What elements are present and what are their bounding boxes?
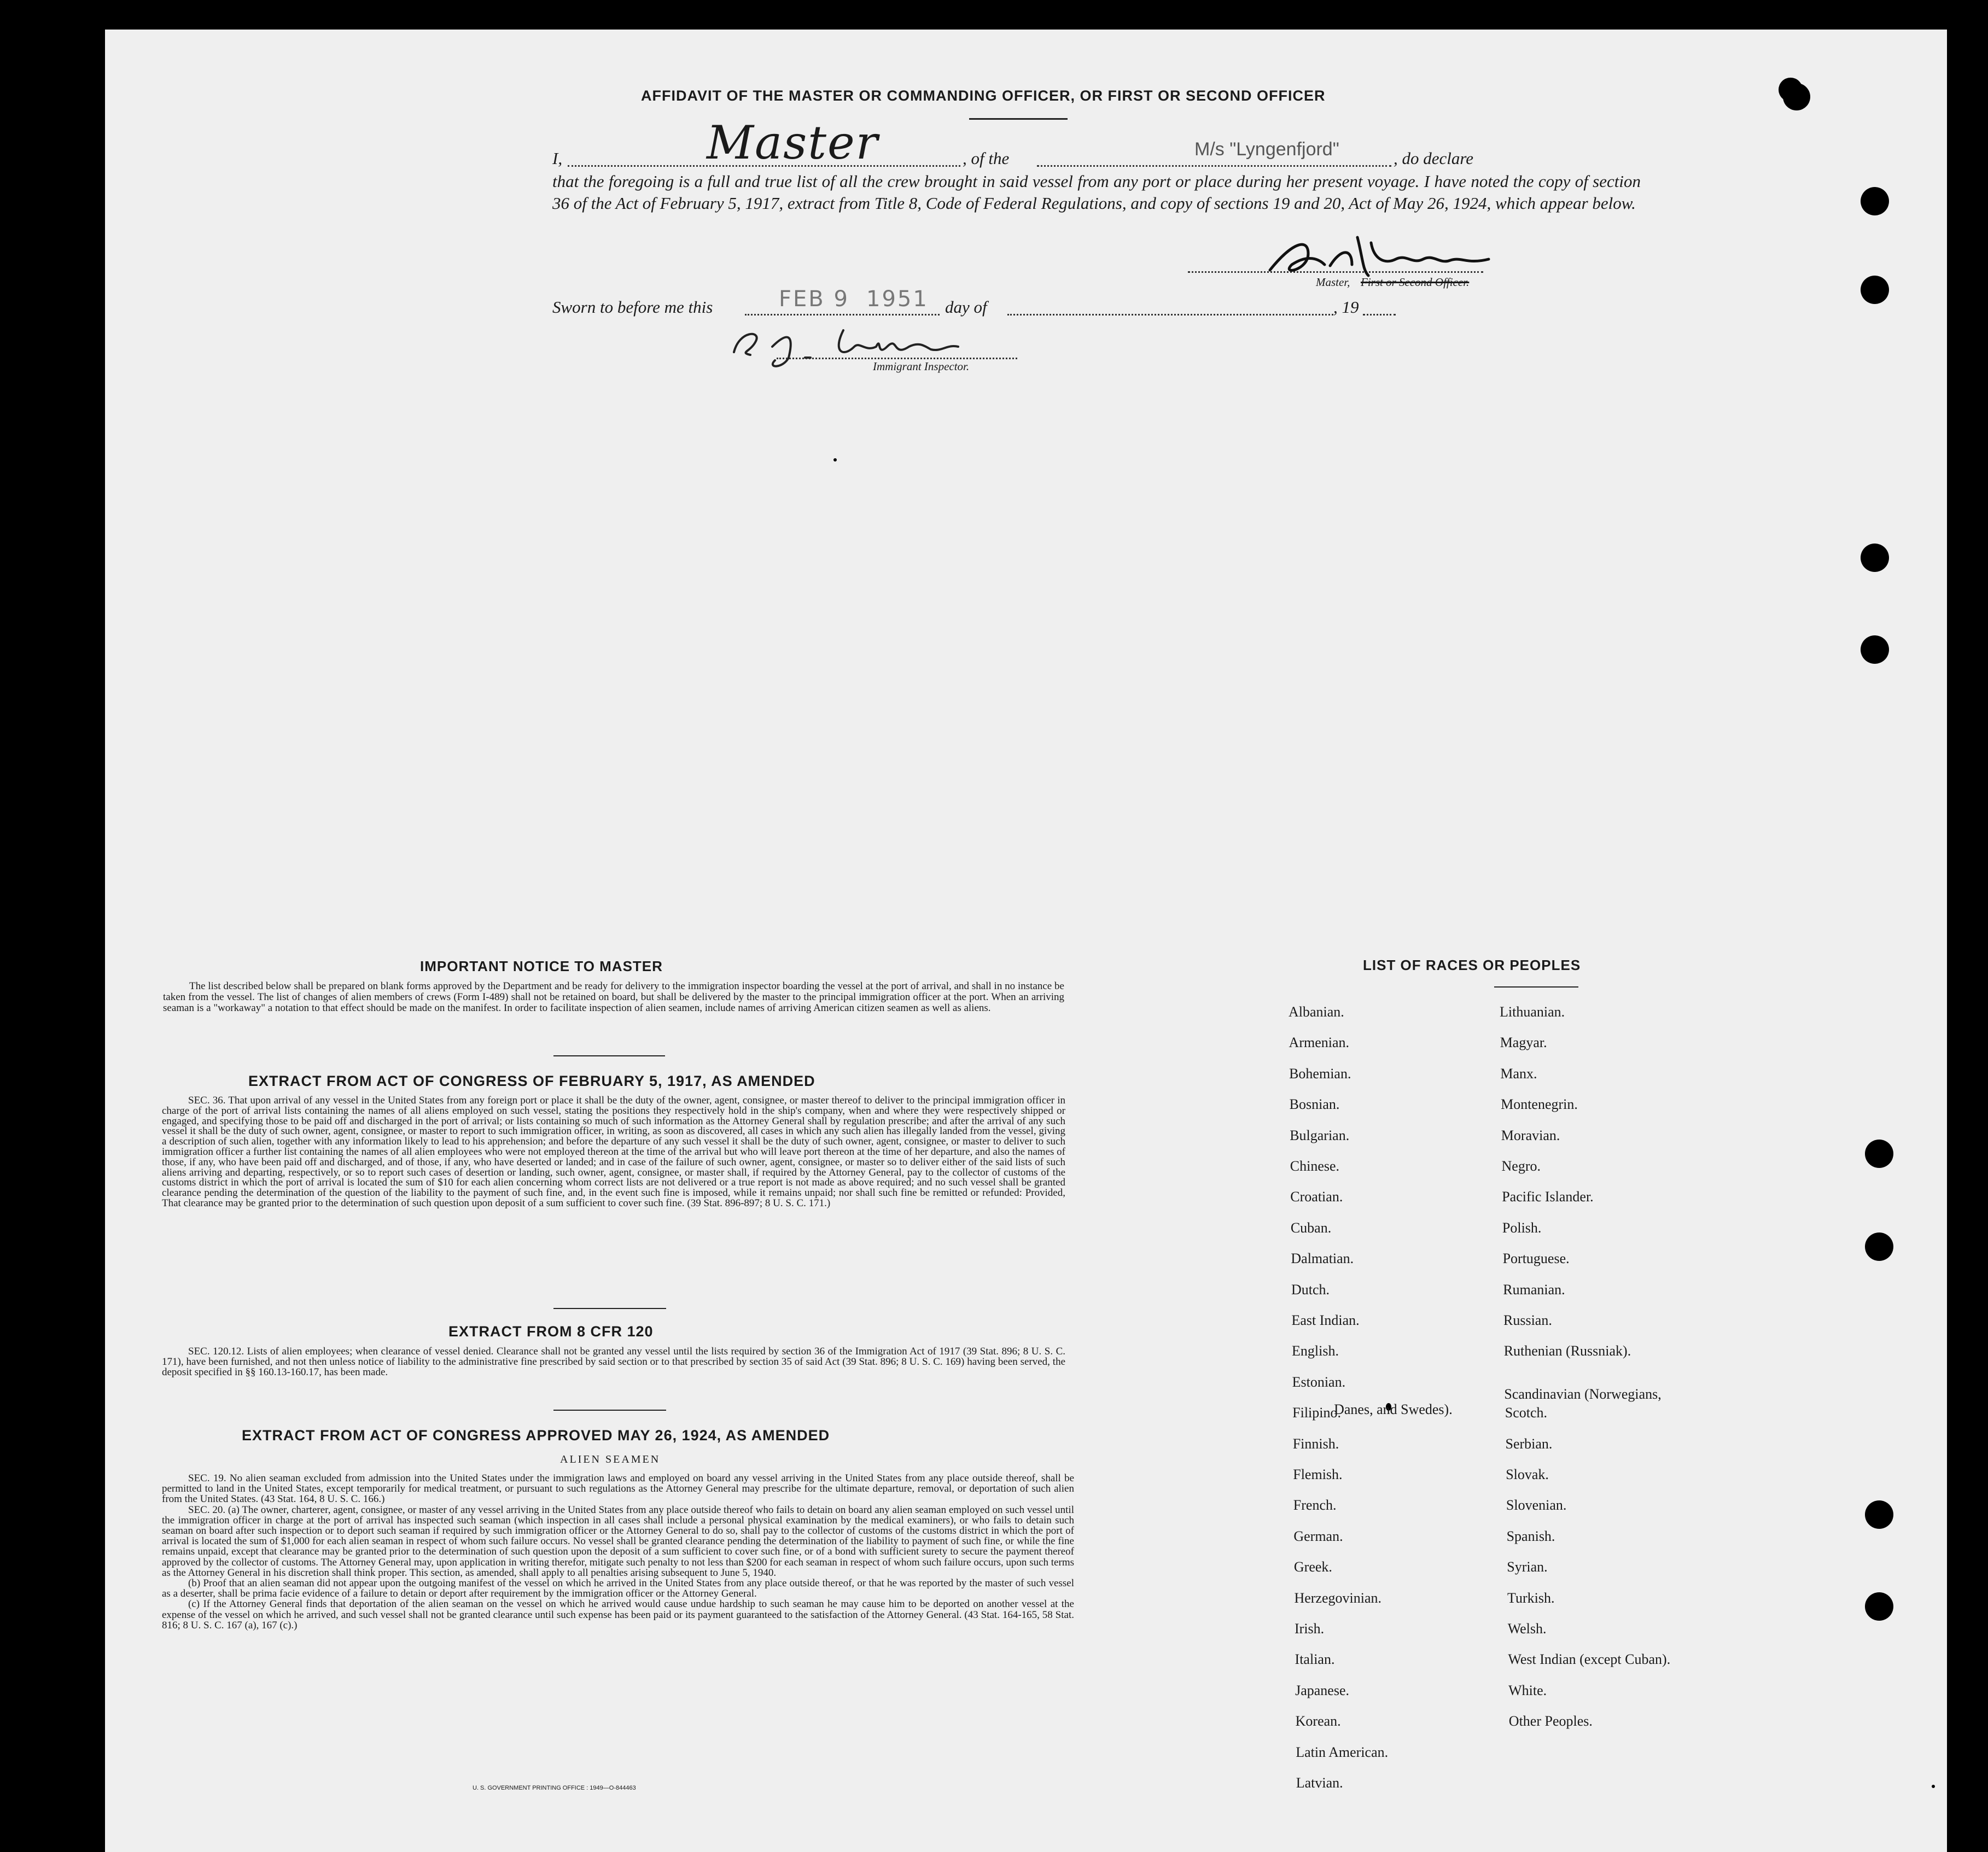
race-item: Moravian. — [1501, 1127, 1560, 1143]
extract-1924-p3: (b) Proof that an alien seaman did not appear upon the outgoing manifest of the vessel on which he arrived in the United States from any place outside thereof, or that he was reported by the master of such vessel as a deserter, shall be prima facie evidence of a failure to detain or deport after requirement by the immigration officer or the Attorney General. — [162, 1578, 1074, 1600]
speck — [1932, 1785, 1935, 1788]
race-item: Other Peoples. — [1508, 1713, 1593, 1730]
signer-caption-master: Master, — [1316, 276, 1350, 289]
vessel-line — [1037, 165, 1391, 167]
races-rule — [1494, 986, 1578, 988]
cfr-title: EXTRACT FROM 8 CFR 120 — [448, 1323, 654, 1340]
printer-imprint: U. S. GOVERNMENT PRINTING OFFICE : 1949—O-844463 — [473, 1785, 636, 1791]
race-item: Korean. — [1295, 1713, 1341, 1730]
race-item: White. — [1508, 1682, 1547, 1698]
do-declare-label: , do declare — [1394, 149, 1474, 168]
month-line — [1007, 314, 1333, 316]
race-item: Welsh. — [1507, 1621, 1547, 1637]
race-item: Herzegovinian. — [1294, 1590, 1381, 1606]
affidavit-title: AFFIDAVIT OF THE MASTER OR COMMANDING OFFICER, OR FIRST OR SECOND OFFICER — [641, 87, 1326, 104]
race-item: Polish. — [1502, 1219, 1542, 1236]
race-item: Irish. — [1295, 1621, 1325, 1637]
race-item: Flemish. — [1293, 1467, 1343, 1482]
inspector-caption: Immigrant Inspector. — [873, 360, 970, 373]
punch-hole — [1861, 276, 1889, 304]
race-item: Manx. — [1500, 1065, 1537, 1082]
race-item: English. — [1292, 1343, 1339, 1359]
punch-hole — [1865, 1500, 1893, 1529]
race-item: Italian. — [1295, 1651, 1335, 1668]
race-item: Dalmatian. — [1291, 1251, 1354, 1267]
race-item: Croatian. — [1290, 1189, 1343, 1205]
race-item: German. — [1293, 1528, 1343, 1544]
race-item: Slovak. — [1506, 1467, 1549, 1482]
race-item: Magyar. — [1500, 1035, 1547, 1051]
punch-hole — [1865, 1592, 1893, 1621]
of-the-label: , of the — [963, 149, 1010, 168]
race-item: Dutch. — [1291, 1281, 1330, 1298]
race-item: Bulgarian. — [1290, 1127, 1350, 1143]
race-item: Estonian. — [1292, 1374, 1346, 1390]
race-item: Lithuanian. — [1500, 1004, 1565, 1020]
punch-hole — [1865, 1140, 1893, 1168]
inspector-signature-line — [777, 358, 1017, 359]
affidavit-i: I, — [552, 149, 563, 168]
extract-1924-subtitle: ALIEN SEAMEN — [560, 1453, 661, 1465]
document-sheet — [105, 30, 1947, 1852]
races-title: LIST OF RACES OR PEOPLES — [1363, 957, 1581, 973]
speck — [833, 458, 837, 461]
extract-1917-title: EXTRACT FROM ACT OF CONGRESS OF FEBRUARY 5, 1917, AS AMENDED — [248, 1073, 815, 1089]
cfr-rule — [553, 1410, 666, 1411]
year-prefix: , 19 — [1333, 297, 1359, 317]
race-item: Serbian. — [1505, 1435, 1553, 1452]
race-item: Japanese. — [1295, 1682, 1349, 1698]
race-item: Scandinavian (Norwegians, — [1504, 1386, 1661, 1402]
extract-1917-rule — [553, 1308, 666, 1309]
title-rule — [969, 118, 1068, 120]
race-item: French. — [1293, 1497, 1337, 1514]
affidavit-body-text: that the foregoing is a full and true list of all the crew brought in said vessel from any port or place during her present voyage. I have noted the copy of section 36 of the Act of February 5, 1917, extract from Title 8, Code of Federal Regulations, and copy of sections 19 and 20, Act of May 26, 1924, which appear below. — [552, 172, 1641, 213]
punch-hole — [1861, 635, 1889, 664]
race-item: Greek. — [1293, 1559, 1332, 1575]
extract-1917-text: SEC. 36. That upon arrival of any vessel in the United States from any foreign port or place it shall be the duty of the owner, agent, consignee, or master thereof to deliver to the principal immigration officer in charge of the port of arrival lists containing the names of all aliens employed on such vessel, stating the positions they respectively hold in the ship's company, when and where they were respectively shipped or engaged, and specifying those to be paid off and discharged in the port of arrival; or lists containing so much of such information as the Attorney General shall by regulation prescribe; and after the arrival of any such vessel it shall be the duty of such owner, agent, consignee, or master to report to such immigration officer, in writing, as soon as discovered, all cases in which any such alien has illegally landed from the vessel, giving a description of such alien, together with any information likely to lead to his apprehension; and before the departure of any such vessel it shall be the duty of such owner, agent, consignee, or master to deliver to such immigration officer a further list containing the names of all alien employees who were not employed thereon at the time of the arrival but who will leave port thereon at the time of her departure, and also the names of those, if any, who have been paid off and discharged, and of those, if any, who have deserted or landed; and in case of the failure of such owner, agent, consignee, or master so to deliver either of the said lists of such aliens arriving and departing, respectively, or so to report such cases of desertion or landing, such owner, agent, consignee, or master shall, if required by the Attorney General, pay to the collector of customs of the customs district in which the port of arrival is located the sum of $10 for each alien concerning whom correct lists are not delivered or a true report is not made as above required; and no such vessel shall be granted clearance pending the determination of the question of the liability to the payment of such fine, and, in the event such fine is imposed, while it remains unpaid; nor shall such fine be remitted or refunded: Provided, That clearance may be granted prior to the determination of such question upon deposit of a sum sufficient to cover such fine. (39 Stat. 896-897; 8 U. S. C. 171.) — [162, 1095, 1065, 1209]
race-item: Finnish. — [1292, 1435, 1339, 1452]
race-item: Chinese. — [1290, 1158, 1340, 1174]
punch-hole — [1783, 83, 1810, 110]
stamp-date: FEB 9 — [779, 287, 849, 312]
race-item: Russian. — [1503, 1312, 1552, 1328]
race-item: Danes, and Swedes). — [1334, 1401, 1453, 1417]
notice-rule — [553, 1055, 665, 1056]
signer-caption-struck: First or Second Officer. — [1361, 276, 1470, 289]
race-item: Cuban. — [1290, 1219, 1332, 1236]
vessel-typed: M/s "Lyngenfjord" — [1194, 139, 1339, 160]
race-item: Portuguese. — [1502, 1251, 1570, 1267]
race-item: Rumanian. — [1503, 1281, 1565, 1298]
punch-hole — [1861, 187, 1889, 215]
extract-1924-title: EXTRACT FROM ACT OF CONGRESS APPROVED MAY 26, 1924, AS AMENDED — [242, 1427, 830, 1444]
punch-hole — [1861, 544, 1889, 572]
affidavit-body — [552, 171, 1641, 214]
extract-1924-p4: (c) If the Attorney General finds that deportation of the alien seaman on the vessel on which he arrived would cause undue hardship to such seaman he may cause him to be deported on another vessel at the expense of the vessel on which he arrived, and such vessel shall not be granted clearance until such expense has been paid or its payment guaranteed to the satisfaction of the Attorney General. (43 Stat. 164-165, 58 Stat. 816; 8 U. S. C. 167 (a), 167 (c).) — [162, 1598, 1074, 1631]
extract-1924-body — [162, 1473, 1074, 1631]
race-item: Latin American. — [1296, 1744, 1389, 1760]
race-item: Bosnian. — [1289, 1096, 1340, 1113]
race-item: Latvian. — [1296, 1775, 1343, 1791]
race-item: Pacific Islander. — [1502, 1189, 1594, 1205]
notice-body-text: The list described below shall be prepared on blank forms approved by the Department and be ready for delivery to the immigration inspector boarding the vessel at the port of arrival, and shall in no instance be taken from the vessel. The list of changes of alien members of crews (Form I-489) shall not be retained on board, but shall be delivered by the master to the principal immigration officer at the port. When an arriving seaman is a "workaway" a notation to that effect should be made on the manifest. In order to facilitate inspection of alien seamen, include names of arriving American citizen seamen as well as aliens. — [163, 980, 1064, 1014]
punch-hole — [1865, 1232, 1893, 1261]
notice-title: IMPORTANT NOTICE TO MASTER — [420, 958, 663, 974]
race-item: Montenegrin. — [1501, 1096, 1578, 1113]
day-of-label: day of — [945, 297, 987, 317]
race-item: Scotch. — [1505, 1405, 1548, 1421]
race-item: Ruthenian (Russniak). — [1503, 1343, 1631, 1359]
cfr-body — [162, 1346, 1065, 1377]
race-item: West Indian (except Cuban). — [1508, 1651, 1671, 1668]
year-line — [1363, 314, 1396, 316]
race-item: Filipino. — [1292, 1405, 1341, 1421]
extract-1924-p2: SEC. 20. (a) The owner, charterer, agent, consignee, or master of any vessel arriving in the United States from any place outside thereof who fails to detain on board any alien seaman employed on such vessel until the immigration officer in charge at the port of arrival has inspected such seaman (which inspection in all cases shall include a personal physical examination by the medical examiners), or who fails to detain such seaman on board after such inspection or to deport such seaman if required by such immigration officer or the Attorney General to do so, shall pay to the collector of customs of the customs district in which the port of arrival is located the sum of $1,000 for each alien seaman in respect of whom such failure occurs. No vessel shall be granted clearance pending the determination of the liability to payment of such fine, or while the fine remains unpaid, except that clearance may be granted prior to the determination of such question upon the deposit of a sum sufficient to cover such fine, or of a bond with sufficient surety to secure the payment thereof approved by the collector of customs. The Attorney General may, upon application in writing therefor, mitigate such penalty to not less than $200 for each seaman in respect of whom such failure occurs, upon such terms as the Attorney General in his discretion shall think proper. This section, as amended, shall apply to all penalties arising subsequent to June 5, 1940. — [162, 1504, 1074, 1579]
race-item: Bohemian. — [1289, 1065, 1351, 1082]
race-item: Syrian. — [1507, 1559, 1548, 1575]
cfr-text: SEC. 120.12. Lists of alien employees; when clearance of vessel denied. Clearance shall not be granted any vessel until the lists required by section 36 of the Immigration Act of 1917 (39 Stat. 896; 8 U. S. C. 171), have been furnished, and not then unless notice of liability to the administrative fine prescribed by said section or to that prescribed by section 35 of said Act (39 Stat. 896; 8 U. S. C. 169) having been served, the deposit specified in §§ 160.13-160.17, has been made. — [162, 1346, 1065, 1378]
race-item: Albanian. — [1289, 1004, 1344, 1020]
race-item: Negro. — [1501, 1158, 1541, 1174]
sworn-label: Sworn to before me this — [552, 297, 713, 317]
rank-handwritten: Master — [707, 116, 879, 170]
race-item: Armenian. — [1289, 1035, 1350, 1051]
notice-body — [163, 981, 1064, 1014]
race-item: East Indian. — [1291, 1312, 1360, 1328]
extract-1917-body — [162, 1096, 1065, 1209]
race-item: Slovenian. — [1506, 1497, 1567, 1514]
race-item: Turkish. — [1507, 1590, 1555, 1606]
stamp-year: 1951 — [866, 287, 929, 312]
race-item: Spanish. — [1506, 1528, 1555, 1544]
extract-1924-p1: SEC. 19. No alien seaman excluded from admission into the United States under the immigration laws and employed on board any vessel arriving in the United States from any place outside thereof, shall be permitted to land in the United States, except temporarily for medical treatment, or pursuant to such regulations as the Attorney General may prescribe for the ultimate departure, removal, or deportation of such alien from the United States. (43 Stat. 164, 8 U. S. C. 166.) — [162, 1473, 1074, 1505]
